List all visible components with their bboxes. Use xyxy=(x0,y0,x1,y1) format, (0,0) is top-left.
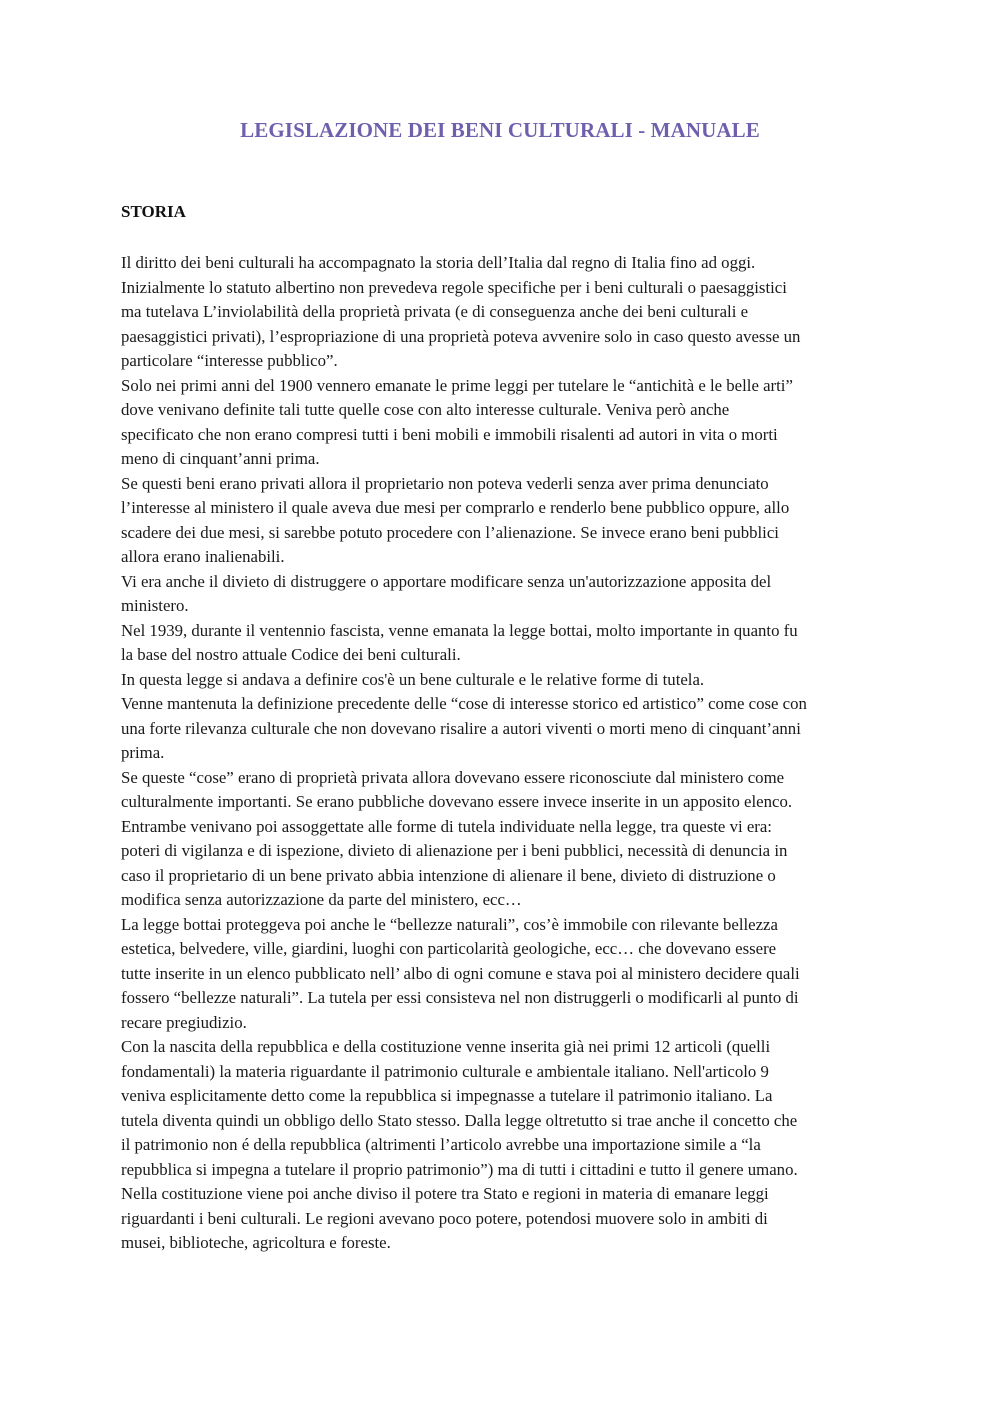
body-line: recare pregiudizio. xyxy=(121,1012,247,1032)
body-line: Se questi beni erano privati allora il proprietario non poteva vederli senza aver prima denunciato xyxy=(121,473,769,493)
body-line: Entrambe venivano poi assoggettate alle forme di tutela individuate nella legge, tra queste vi era: xyxy=(121,816,772,836)
body-line: Vi era anche il divieto di distruggere o apportare modificare senza un'autorizzazione apposita del xyxy=(121,571,772,591)
body-line: fossero “bellezze naturali”. La tutela per essi consisteva nel non distruggerli o modificarli al punto di xyxy=(121,988,799,1007)
document-title: LEGISLAZIONE DEI BENI CULTURALI - MANUALE xyxy=(240,118,760,142)
body-line: la base del nostro attuale Codice dei beni culturali. xyxy=(121,645,461,664)
body-text xyxy=(121,251,881,1256)
body-line: Venne mantenuta la definizione precedente delle “cose di interesse storico ed artistico” come cose con xyxy=(121,694,807,713)
body-line: il patrimonio non é della repubblica (altrimenti l’articolo avrebbe una importazione simile a “la xyxy=(121,1135,761,1154)
body-line: ministero. xyxy=(121,596,189,615)
body-line: paesaggistici privati), l’espropriazione di una proprietà poteva avvenire solo in caso questo avesse un xyxy=(121,326,801,346)
body-line: riguardanti i beni culturali. Le regioni avevano poco potere, potendosi muovere solo in ambiti di xyxy=(121,1208,768,1228)
body-line: veniva esplicitamente detto come la repubblica si impegnasse a tutelare il patrimonio italiano. La xyxy=(121,1086,773,1105)
body-line: caso il proprietario di un bene privato abbia intenzione di alienare il bene, divieto di distruzione o xyxy=(121,865,776,885)
body-line: tutela diventa quindi un obbligo dello Stato stesso. Dalla legge oltretutto si trae anche il concetto che xyxy=(121,1110,798,1130)
body-line: poteri di vigilanza e di ispezione, divieto di alienazione per i beni pubblici, necessità di denuncia in xyxy=(121,841,788,860)
body-line: Inizialmente lo statuto albertino non prevedeva regole specifiche per i beni culturali o paesaggistici xyxy=(121,277,787,297)
body-line: dove venivano definite tali tutte quelle cose con alto interesse culturale. Veniva però anche xyxy=(121,400,730,419)
body-line: In questa legge si andava a definire cos'è un bene culturale e le relative forme di tutela. xyxy=(121,669,705,689)
body-line: tutte inserite in un elenco pubblicato nell’ albo di ogni comune e stava poi al ministero decidere quali xyxy=(121,963,800,983)
body-line: allora erano inalienabili. xyxy=(121,547,285,566)
section-heading-storia: STORIA xyxy=(121,202,186,221)
body-line: prima. xyxy=(121,743,165,762)
body-line: culturalmente importanti. Se erano pubbliche dovevano essere invece inserite in un apposito elenco. xyxy=(121,792,793,811)
body-line: l’interesse al ministero il quale aveva due mesi per comprarlo e renderlo bene pubblico oppure, allo xyxy=(121,498,790,517)
body-line: Nella costituzione viene poi anche diviso il potere tra Stato e regioni in materia di emanare leggi xyxy=(121,1184,769,1203)
body-line: modifica senza autorizzazione da parte del ministero, ecc… xyxy=(121,890,522,909)
body-line: scadere dei due mesi, si sarebbe potuto procedere con l’alienazione. Se invece erano beni pubblici xyxy=(121,522,779,542)
body-line: Nel 1939, durante il ventennio fascista, venne emanata la legge bottai, molto importante in quanto fu xyxy=(121,620,798,640)
body-line: ma tutelava L’inviolabilità della proprietà privata (e di conseguenza anche dei beni culturali e xyxy=(121,302,749,321)
body-line: fondamentali) la materia riguardante il patrimonio culturale e ambientale italiano. Nell'articolo 9 xyxy=(121,1061,769,1081)
body-line: meno di cinquant’anni prima. xyxy=(121,449,320,468)
body-line: repubblica si impegna a tutelare il proprio patrimonio”) ma di tutti i cittadini e tutto il genere umano. xyxy=(121,1159,798,1179)
body-line: Il diritto dei beni culturali ha accompagnato la storia dell’Italia dal regno di Italia fino ad oggi. xyxy=(121,253,756,272)
body-line: musei, biblioteche, agricoltura e foreste. xyxy=(121,1233,391,1252)
body-line: specificato che non erano compresi tutti i beni mobili e immobili risalenti ad autori in vita o morti xyxy=(121,424,778,444)
body-line: Solo nei primi anni del 1900 vennero emanate le prime leggi per tutelare le “antichità e le belle arti” xyxy=(121,375,793,395)
body-line: La legge bottai proteggeva poi anche le “bellezze naturali”, cos’è immobile con rilevante bellezza xyxy=(121,914,778,934)
body-line: Con la nascita della repubblica e della costituzione venne inserita già nei primi 12 articoli (quelli xyxy=(121,1037,771,1056)
body-line: particolare “interesse pubblico”. xyxy=(121,351,338,370)
body-line: estetica, belvedere, ville, giardini, luoghi con particolarità geologiche, ecc… che dovevano essere xyxy=(121,939,777,958)
body-line: Se queste “cose” erano di proprietà privata allora dovevano essere riconosciute dal ministero come xyxy=(121,767,785,787)
body-line: una forte rilevanza culturale che non dovevano risalire a autori viventi o morti meno di cinquant’anni xyxy=(121,718,801,738)
